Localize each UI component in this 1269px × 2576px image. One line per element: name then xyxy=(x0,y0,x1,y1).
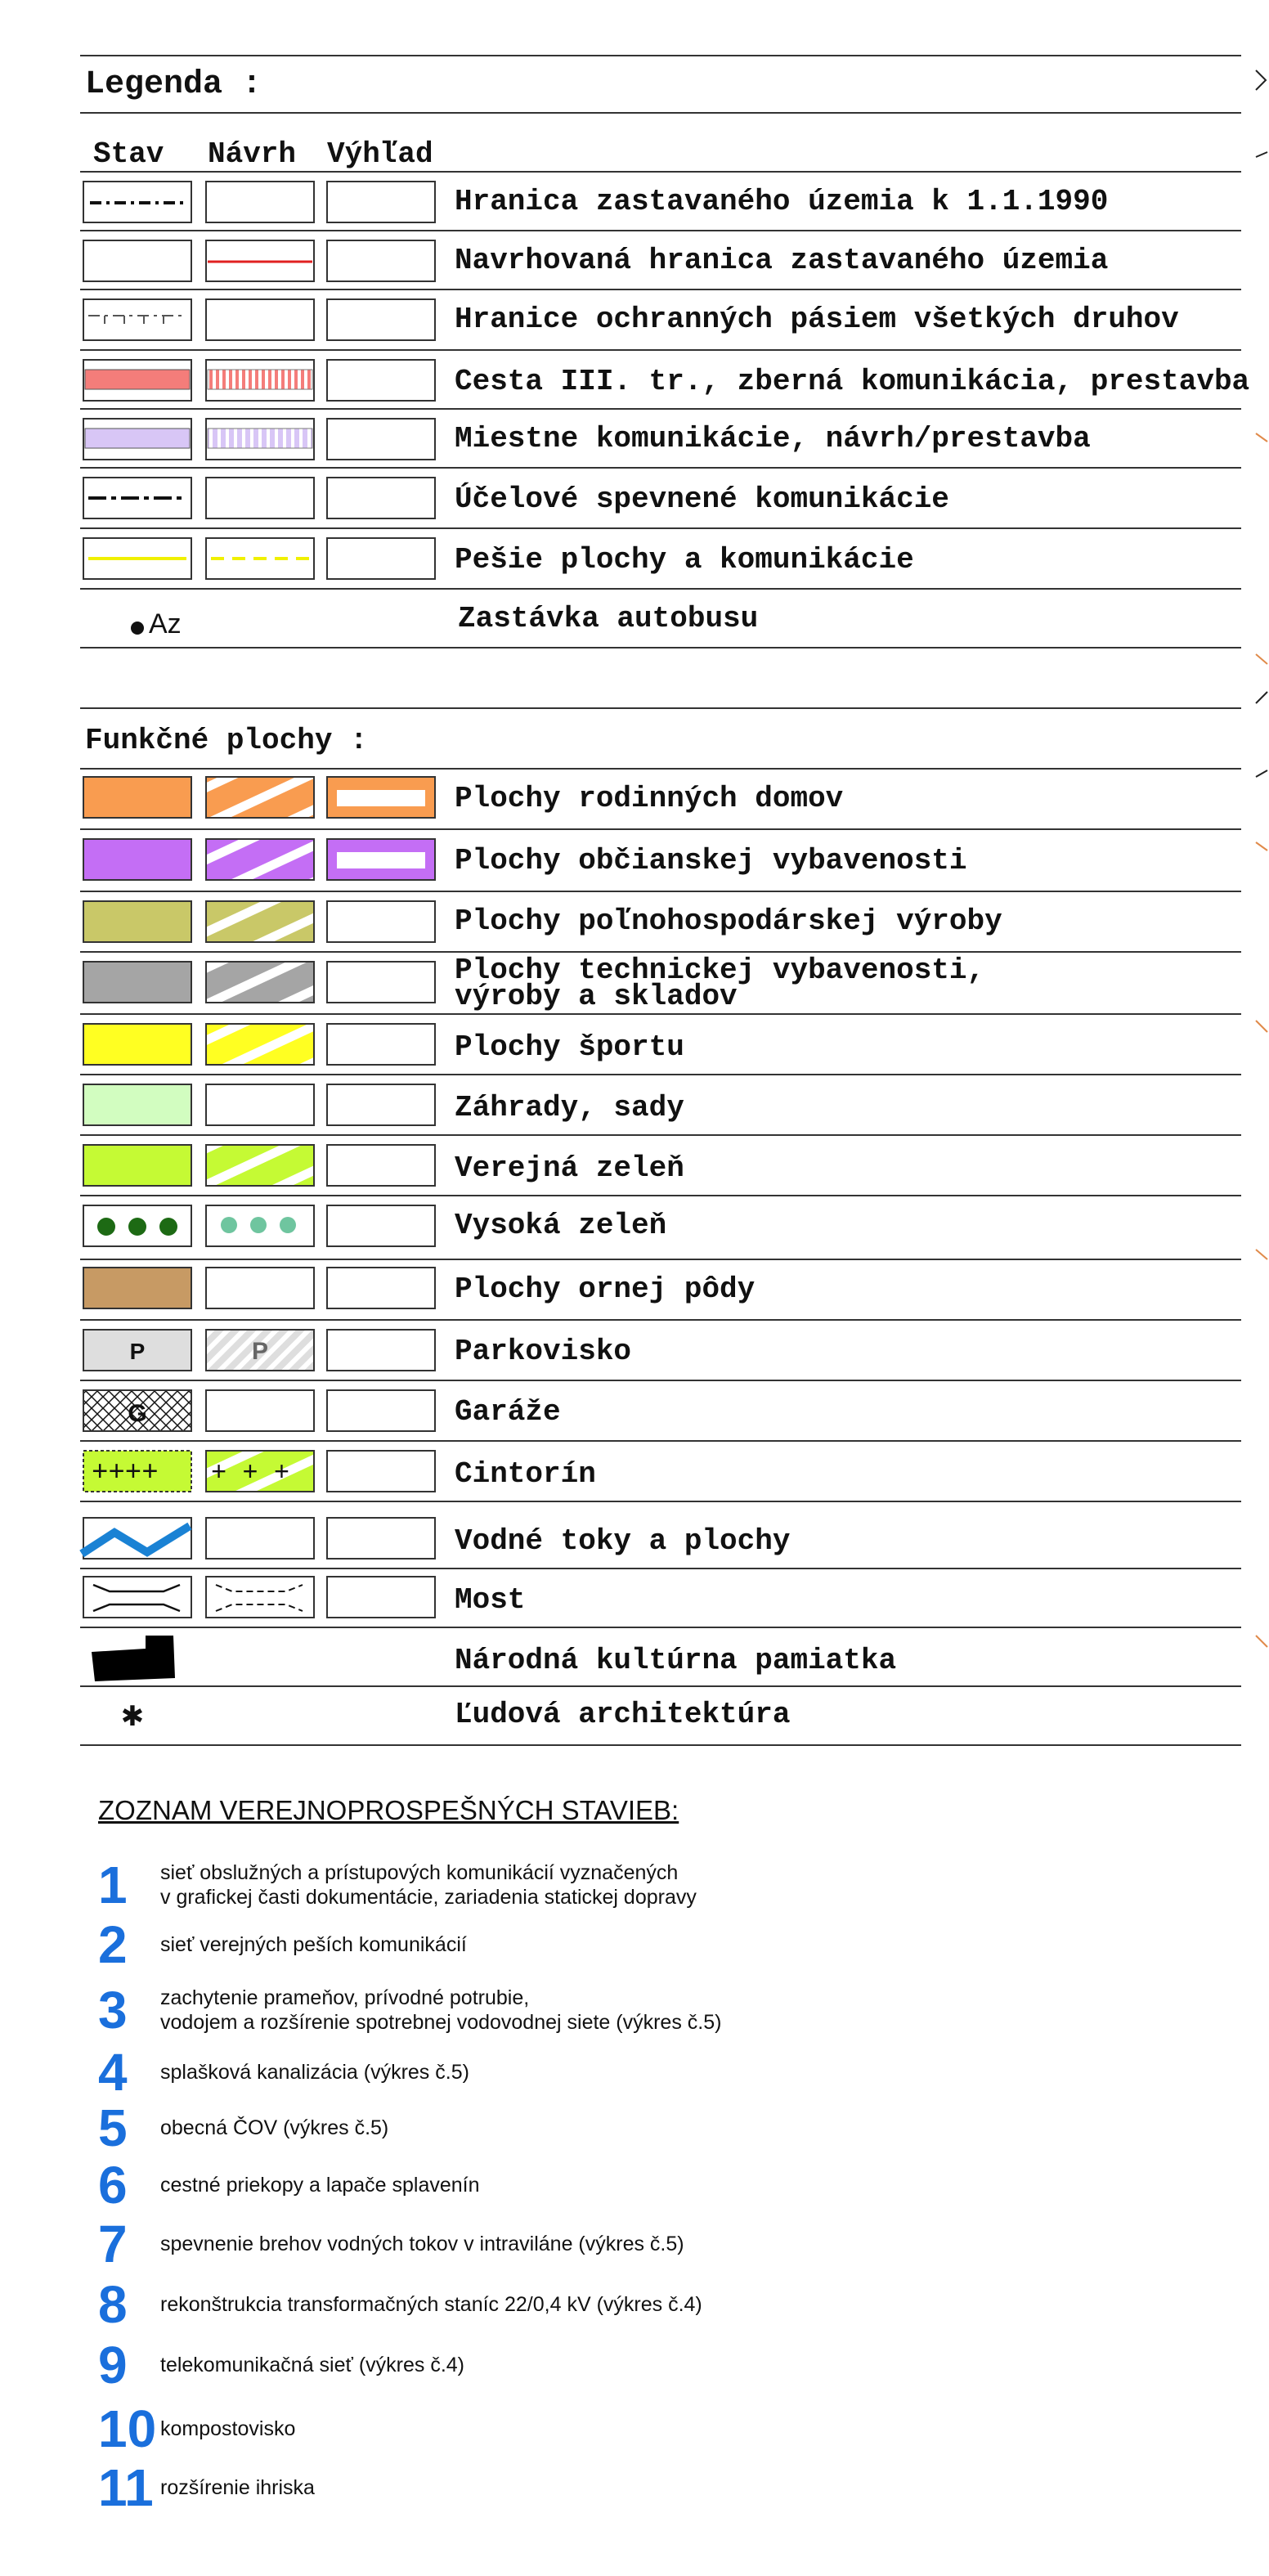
swatch-stav xyxy=(83,839,191,880)
edge-mark-icon xyxy=(1256,433,1267,442)
label-technical-2: výroby a skladov xyxy=(455,980,738,1013)
label-garages: Garáže xyxy=(455,1395,561,1429)
edge-mark-icon xyxy=(1256,842,1267,850)
swatch-vyhlad xyxy=(327,538,435,579)
swatch-navrh xyxy=(206,777,314,818)
public-work-text: sieť obslužných a prístupových komunikácií vyznačených v grafickej časti dokumentácie, zariadenia statickej dopravy xyxy=(160,1861,697,1909)
label-arable: Plochy ornej pôdy xyxy=(455,1272,756,1306)
legend-row-protection-zones xyxy=(83,299,1179,340)
legend-row-proposed-boundary xyxy=(83,240,1108,281)
asterisk-icon: ✱ xyxy=(120,1700,145,1733)
parking-symbol-proposed: P xyxy=(251,1338,269,1365)
swatch-navrh xyxy=(206,1268,314,1308)
legend-row-technical xyxy=(83,954,984,1013)
swatch-navrh xyxy=(206,901,314,942)
public-work-number: 5 xyxy=(98,2098,128,2157)
public-work-text: rozšírenie ihriska xyxy=(160,2476,315,2499)
public-work-number: 10 xyxy=(98,2399,157,2458)
legend-row-pedestrian xyxy=(83,538,914,579)
edge-mark-icon xyxy=(1256,152,1267,157)
swatch-navrh xyxy=(206,839,314,880)
public-work-item xyxy=(98,2043,469,2102)
swatch-stav xyxy=(83,299,191,340)
edge-mark-icon xyxy=(1256,1250,1267,1259)
swatch-navrh xyxy=(206,1145,314,1186)
legend-row-agriculture xyxy=(83,901,1002,942)
edge-mark-icon xyxy=(1256,70,1266,90)
legend-row-gardens xyxy=(83,1084,684,1125)
swatch-vyhlad xyxy=(327,1330,435,1371)
swatch-vyhlad xyxy=(327,1084,435,1125)
public-work-text: cestné priekopy a lapače splavenín xyxy=(160,2174,480,2197)
public-work-item xyxy=(98,2098,389,2157)
public-work-item xyxy=(98,1981,721,2040)
swatch-navrh xyxy=(206,1024,314,1065)
swatch-vyhlad xyxy=(327,901,435,942)
bus-stop-symbol: Az xyxy=(149,608,182,640)
public-work-item xyxy=(98,1915,467,1974)
legend-row-sport xyxy=(83,1024,684,1065)
public-work-text: telekomunikačná sieť (výkres č.4) xyxy=(160,2354,465,2376)
swatch-stav xyxy=(83,1145,191,1186)
cross-icon: + + + xyxy=(211,1458,290,1488)
swatch-vyhlad xyxy=(327,182,435,222)
legend-title: Legenda : xyxy=(85,66,262,103)
public-work-item xyxy=(98,2336,465,2394)
edge-mark-icon xyxy=(1256,654,1267,664)
label-agriculture: Plochy poľnohospodárskej výroby xyxy=(455,904,1002,938)
monument-icon xyxy=(92,1636,175,1681)
label-public-green: Verejná zeleň xyxy=(455,1151,684,1185)
public-work-text: spevnenie brehov vodných tokov v intraviláne (výkres č.5) xyxy=(160,2233,684,2255)
legend-row-arable xyxy=(83,1268,755,1308)
label-monument: Národná kultúrna pamiatka xyxy=(455,1644,897,1677)
label-civic: Plochy občianskej vybavenosti xyxy=(455,844,967,877)
swatch-vyhlad xyxy=(327,1451,435,1492)
public-work-text: rekonštrukcia transformačných staníc 22/0,4 kV (výkres č.4) xyxy=(160,2293,702,2316)
legend-row-bridge xyxy=(83,1577,525,1618)
public-work-number: 4 xyxy=(98,2043,128,2102)
swatch-vyhlad xyxy=(327,1024,435,1065)
swatch-navrh xyxy=(206,299,314,340)
public-work-item xyxy=(98,2215,684,2273)
swatch-vyhlad xyxy=(327,240,435,281)
public-work-number: 11 xyxy=(98,2458,154,2517)
public-work-text: sieť verejných peších komunikácií xyxy=(160,1933,467,1956)
label-built-boundary: Hranica zastavaného územia k 1.1.1990 xyxy=(455,185,1109,218)
public-works-title: ZOZNAM VEREJNOPROSPEŠNÝCH STAVIEB: xyxy=(98,1795,679,1825)
swatch-vyhlad xyxy=(327,1268,435,1308)
label-sport: Plochy športu xyxy=(455,1030,684,1064)
swatch-vyhlad xyxy=(327,1577,435,1618)
swatch-vyhlad xyxy=(327,1145,435,1186)
label-protection-zones: Hranice ochranných pásiem všetkých druhov xyxy=(455,303,1179,336)
legend-row-parking xyxy=(83,1330,631,1371)
swatch-navrh xyxy=(206,182,314,222)
legend-row-public-green xyxy=(83,1145,684,1186)
public-works-list xyxy=(98,1795,1161,2517)
label-tall-green: Vysoká zeleň xyxy=(455,1209,667,1242)
edge-mark-icon xyxy=(1256,1021,1267,1032)
legend-row-local-roads xyxy=(83,419,1091,460)
legend-row-family-houses xyxy=(83,777,843,818)
public-work-number: 7 xyxy=(98,2215,128,2273)
public-work-number: 9 xyxy=(98,2336,128,2394)
swatch-vyhlad xyxy=(327,1205,435,1246)
swatch-vyhlad xyxy=(327,419,435,460)
legend-row-cemetery xyxy=(83,1451,596,1492)
public-work-number: 2 xyxy=(98,1915,128,1974)
label-family-houses: Plochy rodinných domov xyxy=(455,782,844,815)
swatch-vyhlad xyxy=(327,1390,435,1431)
swatch-stav xyxy=(83,1084,191,1125)
label-technical-1: Plochy technickej vybavenosti, xyxy=(455,954,985,987)
swatch-stav xyxy=(83,777,191,818)
public-work-text: kompostovisko xyxy=(160,2417,296,2440)
parking-symbol: P xyxy=(129,1339,146,1364)
cross-icon: ++++ xyxy=(92,1458,159,1489)
column-stav: Stav xyxy=(93,137,164,171)
public-work-text: zachytenie prameňov, prívodné potrubie, vodojem a rozšírenie spotrebnej vodovodnej siete (výkres č.5) xyxy=(160,1986,722,2034)
label-pedestrian: Pešie plochy a komunikácie xyxy=(455,543,914,577)
swatch-vyhlad xyxy=(327,478,435,518)
public-work-item xyxy=(98,2275,702,2334)
label-bus-stop: Zastávka autobusu xyxy=(458,602,759,635)
public-work-item xyxy=(98,1856,697,1914)
swatch-navrh xyxy=(206,962,314,1003)
legend-row-monument xyxy=(92,1636,896,1681)
label-folk-architecture: Ľudová architektúra xyxy=(455,1698,791,1731)
swatch-vyhlad xyxy=(327,962,435,1003)
swatch-vyhlad xyxy=(327,360,435,401)
swatch-stav xyxy=(83,962,191,1003)
swatch-stav xyxy=(83,1268,191,1308)
legend-row-folk-architecture xyxy=(121,1698,791,1733)
column-vyhlad: Výhľad xyxy=(327,137,433,171)
label-proposed-boundary: Navrhovaná hranica zastavaného územia xyxy=(455,244,1109,277)
public-work-number: 6 xyxy=(98,2156,128,2215)
legend-row-bus-stop xyxy=(131,602,758,640)
swatch-vyhlad xyxy=(327,1518,435,1559)
legend-row-civic xyxy=(83,839,967,880)
swatch-stav xyxy=(83,901,191,942)
functional-areas-title: Funkčné plochy : xyxy=(85,724,368,757)
public-work-number: 1 xyxy=(98,1856,128,1914)
label-parking: Parkovisko xyxy=(455,1335,632,1368)
swatch-navrh xyxy=(206,1084,314,1125)
label-local-roads: Miestne komunikácie, návrh/prestavba xyxy=(455,422,1091,456)
edge-mark-icon xyxy=(1256,1636,1267,1647)
swatch-vyhlad xyxy=(327,299,435,340)
public-work-number: 3 xyxy=(98,1981,128,2040)
legend-row-garages xyxy=(83,1390,561,1431)
label-gardens: Záhrady, sady xyxy=(455,1091,684,1124)
public-work-item xyxy=(98,2399,296,2458)
legend-row-tall-green xyxy=(83,1205,666,1246)
public-work-number: 8 xyxy=(98,2275,128,2334)
legend-row-purpose-roads xyxy=(83,478,949,518)
swatch-stav xyxy=(83,240,191,281)
column-navrh: Návrh xyxy=(208,137,297,171)
bus-stop-dot-icon xyxy=(131,622,144,635)
label-road-iii: Cesta III. tr., zberná komunikácia, prestavba xyxy=(455,365,1250,398)
swatch-stav xyxy=(83,1024,191,1065)
edge-mark-icon xyxy=(1256,770,1267,777)
public-work-item xyxy=(98,2458,315,2517)
swatch-stav xyxy=(83,1577,191,1618)
swatch-navrh xyxy=(206,1577,314,1618)
legend-row-road-iii xyxy=(83,360,1249,401)
swatch-navrh xyxy=(206,1390,314,1431)
label-cemetery: Cintorín xyxy=(455,1457,596,1491)
swatch-navrh xyxy=(206,478,314,518)
label-water: Vodné toky a plochy xyxy=(455,1524,791,1558)
legend-row-water xyxy=(82,1518,790,1559)
label-bridge: Most xyxy=(455,1583,526,1617)
legend-row-built-boundary xyxy=(83,182,1108,222)
garage-symbol: G xyxy=(128,1400,147,1427)
edge-mark-icon xyxy=(1256,692,1267,703)
label-purpose-roads: Účelové spevnené komunikácie xyxy=(455,482,949,516)
public-work-text: obecná ČOV (výkres č.5) xyxy=(160,2116,389,2139)
public-work-item xyxy=(98,2156,480,2215)
public-work-text: splašková kanalizácia (výkres č.5) xyxy=(160,2061,469,2084)
swatch-navrh xyxy=(206,1518,314,1559)
